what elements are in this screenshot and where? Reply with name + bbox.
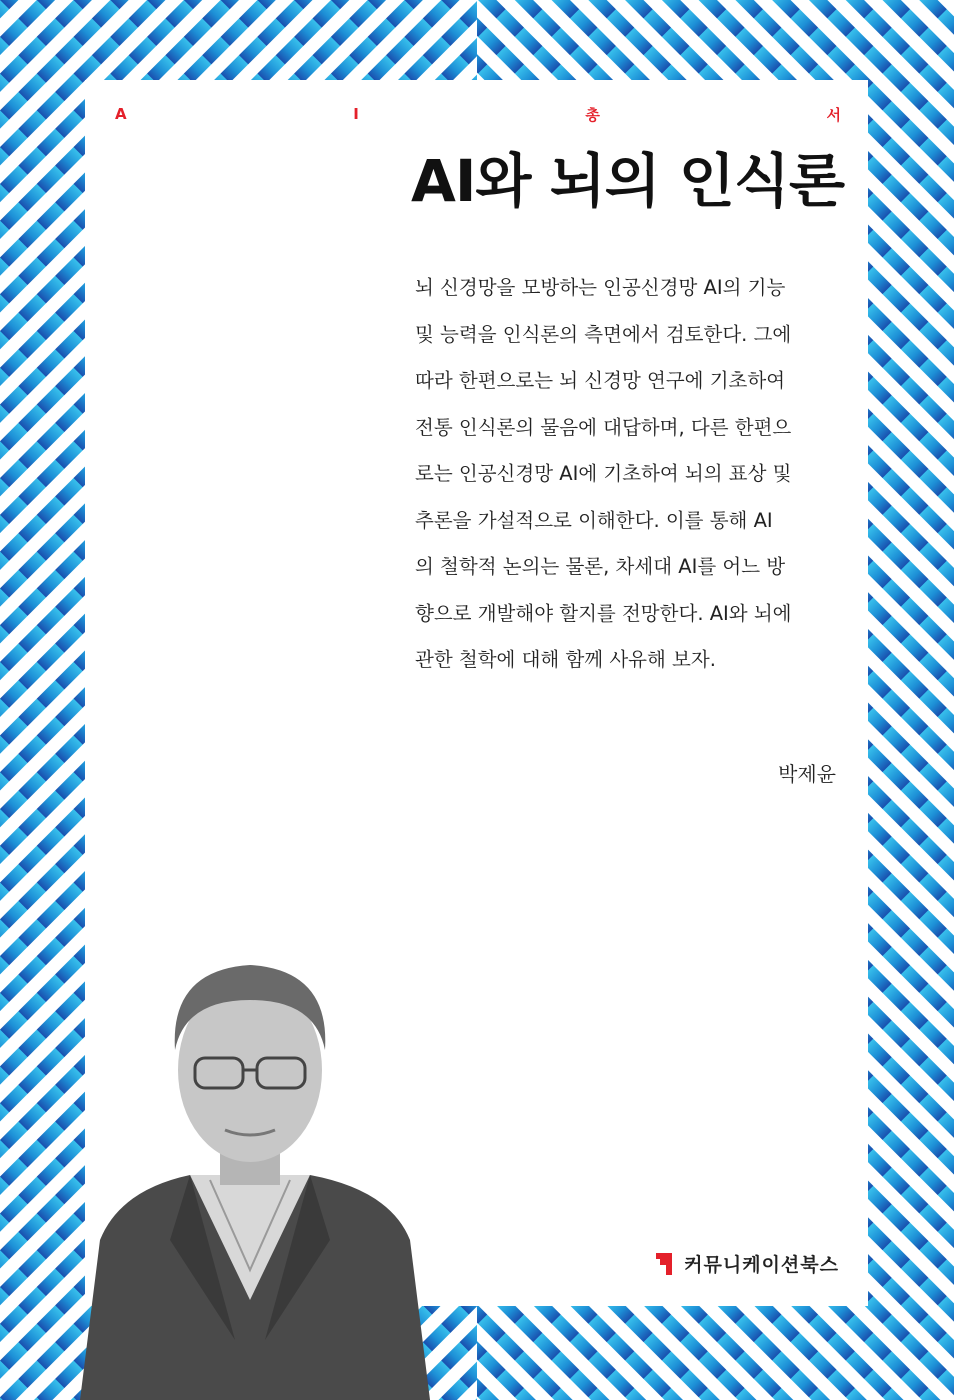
- description-line: 뇌 신경망을 모방하는 인공신경망 AI의 기능: [415, 276, 786, 299]
- series-label: [115, 103, 841, 125]
- description-line: 전통 인식론의 물음에 대답하며, 다른 한편으: [415, 415, 792, 439]
- author-portrait: [60, 940, 440, 1400]
- description-line: 향으로 개발해야 할지를 전망한다. AI와 뇌에: [415, 601, 792, 625]
- publisher-mark-icon: [654, 1251, 676, 1277]
- book-description: [415, 265, 840, 684]
- series-letter: A: [115, 105, 127, 123]
- publisher-name: 커뮤니케이션북스: [684, 1254, 839, 1276]
- description-line: 추론을 가설적으로 이해한다. 이를 통해 AI: [415, 508, 773, 532]
- description-line: 로는 인공신경망 AI에 기초하여 뇌의 표상 및: [415, 462, 792, 485]
- series-letter: 총: [585, 105, 600, 124]
- description-line: 의 철학적 논의는 물론, 차세대 AI를 어느 방: [415, 555, 786, 578]
- series-letter: I: [353, 105, 359, 123]
- author-name: 박제윤: [778, 762, 836, 786]
- description-line: 따라 한편으로는 뇌 신경망 연구에 기초하여: [415, 369, 786, 392]
- publisher-logo: [654, 1250, 839, 1277]
- description-line: 관한 철학에 대해 함께 사유해 보자.: [415, 648, 716, 671]
- series-letter: 서: [826, 105, 841, 124]
- description-line: 및 능력을 인식론의 측면에서 검토한다. 그에: [415, 322, 792, 346]
- book-title: AI와 뇌의 인식론: [410, 147, 844, 215]
